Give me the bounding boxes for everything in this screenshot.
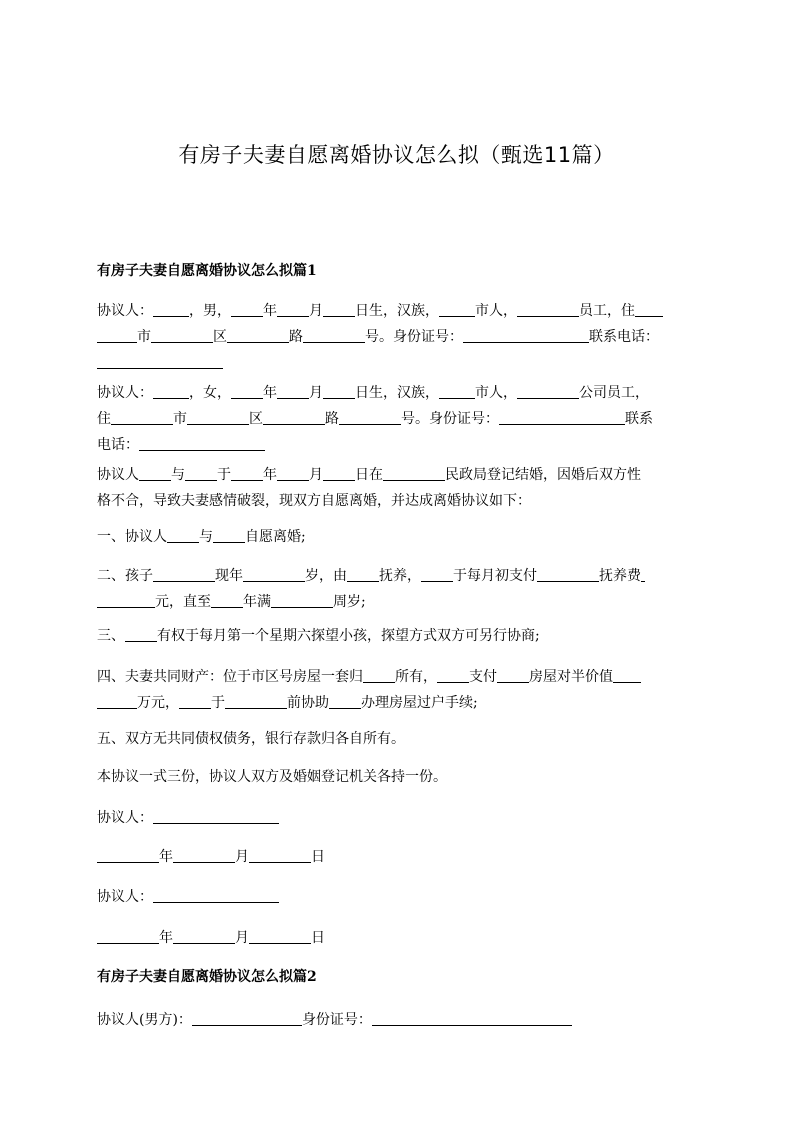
clause-3: 三、 有权于每月第一个星期六探望小孩，探望方式双方可另行协商;: [97, 628, 540, 644]
party-id-line: 协议人(男方)： 身份证号：: [97, 1010, 572, 1030]
section-heading: 有房子夫妻自愿离婚协议怎么拟篇2: [97, 969, 317, 985]
clause-1: 一、协议人 与 自愿离婚;: [97, 529, 306, 545]
date-line: 年 月 日: [97, 928, 325, 948]
clause-5: 五、双方无共同债权债务，银行存款归各自所有。: [97, 731, 405, 747]
paragraph-party-male: 协议人： ，男， 年 月 日生，汉族， 市人， 员工，住 市 区 路 号。身份证号： 联系电话：: [97, 298, 697, 376]
paragraph-party-female: 协议人： ，女， 年 月 日生，汉族， 市人， 公司员工， 住 市 区 路 号。身份证号： 联系 电话：: [97, 385, 653, 453]
section-heading: 有房子夫妻自愿离婚协议怎么拟篇1: [97, 263, 317, 279]
clause-4: 四、夫妻共同财产：位于市区号房屋一套归 所有， 支付 房屋对半价值 万元， 于 前协助 办理房屋过户手续;: [97, 664, 697, 716]
paragraph-marriage-info: 协议人 与 于 年 月 日在 民政局登记结婚，因婚后双方性 格不合，导致夫妻感情破裂，现双方自愿离婚，并达成离婚协议如下：: [97, 467, 641, 509]
signature-line: 协议人：: [97, 808, 279, 828]
clause-2: 二、孩子 现年 岁，由 抚养， 于每月初支付 抚养费 元，直至 年满 周岁;: [97, 563, 697, 615]
copies-statement: 本协议一式三份，协议人双方及婚姻登记机关各持一份。: [97, 769, 447, 785]
signature-line: 协议人：: [97, 887, 279, 907]
date-line: 年 月 日: [97, 847, 325, 867]
document-title: 有房子夫妻自愿离婚协议怎么拟（甄选11篇）: [178, 143, 615, 167]
